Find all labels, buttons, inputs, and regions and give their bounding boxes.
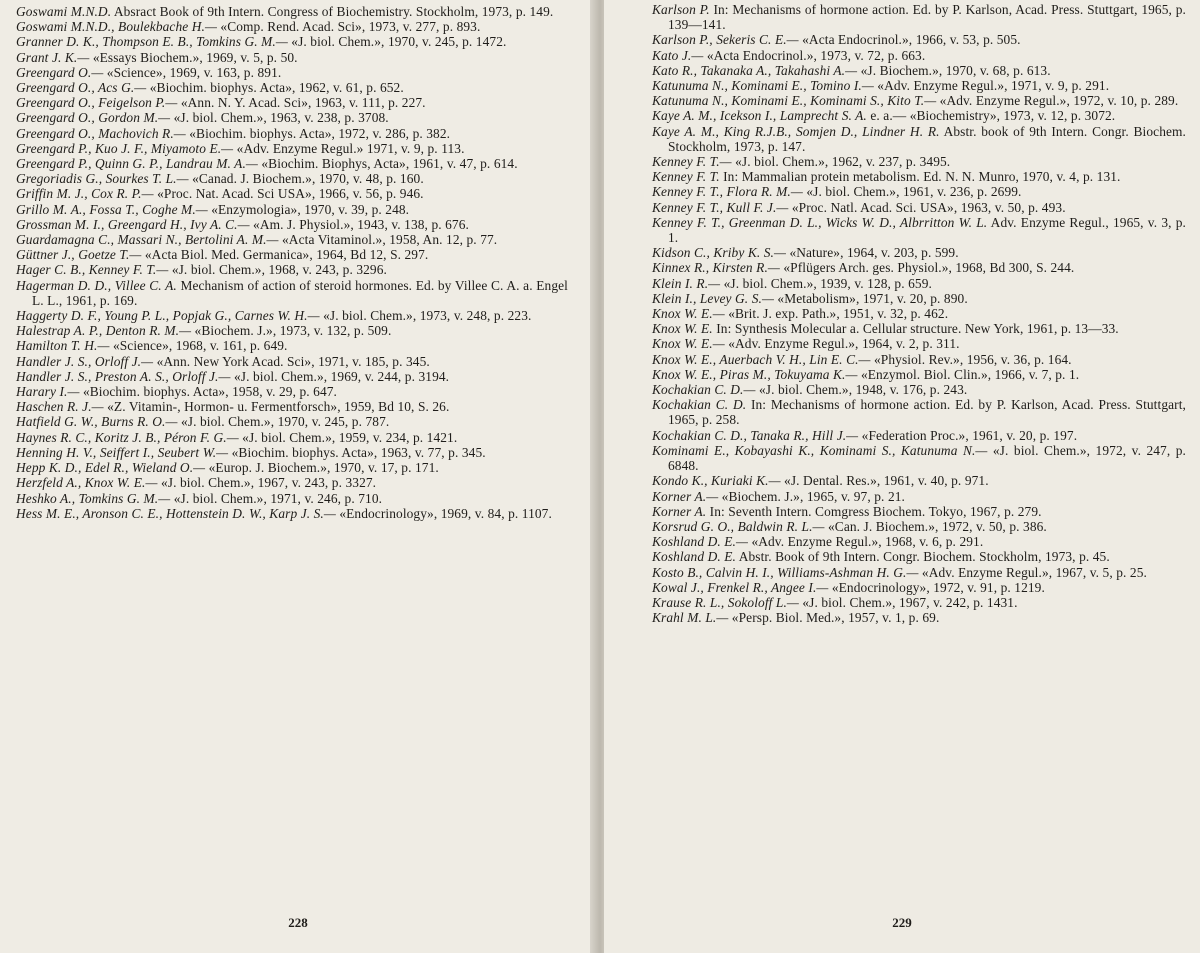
reference-entry [16,354,568,369]
reference-citation: «Can. J. Biochem.», 1972, v. 50, p. 386. [824,518,1047,534]
reference-citation: «Acta Biol. Med. Germanica», 1964, Bd 12, S. 297. [141,247,429,263]
reference-entry [652,124,1186,154]
reference-citation: «Brit. J. exp. Path.», 1951, v. 32, p. 462. [724,306,949,322]
reference-entry [16,338,568,353]
reference-entry [16,414,568,429]
reference-entry [652,489,1186,504]
reference-citation: «J. biol. Chem.», 1972, v. 247, p. 6848. [668,442,1186,474]
reference-entry [652,154,1186,169]
reference-entry [652,428,1186,443]
reference-entry [16,19,568,34]
reference-authors: Herzfeld A., Knox W. E.— [16,475,158,491]
reference-entry [16,126,568,141]
reference-authors: Knox W. E., Piras M., Tokuyama K.— [652,366,858,382]
reference-citation: «Federation Proc.», 1961, v. 20, p. 197. [858,427,1078,443]
reference-authors: Kenney F. T., Flora R. M.— [652,184,803,200]
reference-citation: «Science», 1969, v. 163, p. 891. [103,64,282,80]
reference-authors: Kato R., Takanaka A., Takahashi A.— [652,62,858,78]
reference-entry [16,247,568,262]
reference-authors: Katunuma N., Kominami E., Kominami S., Kito T.— [652,93,937,109]
reference-authors: Guardamagna C., Massari N., Bertolini A. M.— [16,232,279,248]
reference-entry [652,32,1186,47]
reference-entry [16,430,568,445]
reference-authors: Knox W. E.— [652,336,725,352]
reference-authors: Grillo M. A., Fossa T., Coghe M.— [16,201,208,217]
reference-entry [16,95,568,110]
reference-authors: Hager C. B., Kenney F. T.— [16,262,169,278]
reference-entry [16,34,568,49]
reference-authors: Koshland D. E. [652,549,736,565]
reference-authors: Greengard O., Acs G.— [16,80,147,96]
reference-authors: Greengard P., Quinn G. P., Landrau M. A.— [16,156,258,172]
reference-authors: Heshko A., Tomkins G. M.— [16,490,171,506]
reference-citation: «Essays Biochem.», 1969, v. 5, p. 50. [89,49,298,65]
reference-citation: «Adv. Enzyme Regul.», 1967, v. 5, p. 25. [918,564,1147,580]
reference-entry [16,232,568,247]
reference-authors: Griffin M. J., Cox R. P.— [16,186,154,202]
reference-citation: In: Mammalian protein metabolism. Ed. N. N. Munro, 1970, v. 4, p. 131. [719,169,1121,185]
reference-entry [16,475,568,490]
reference-authors: Greengard O., Gordon M.— [16,110,171,126]
reference-entry [652,260,1186,275]
reference-authors: Korsrud G. O., Baldwin R. L.— [652,518,825,534]
reference-authors: Kochakian C. D., Tanaka R., Hill J.— [652,427,859,443]
left-page [0,0,596,953]
reference-authors: Güttner J., Goetze T.— [16,247,142,263]
reference-entry [652,169,1186,184]
reference-entry [652,306,1186,321]
reference-authors: Hess M. E., Aronson C. E., Hottenstein D. W., Karp J. S.— [16,505,336,521]
reference-entry [16,384,568,399]
reference-authors: Klein I. R.— [652,275,721,291]
reference-authors: Kondo K., Kuriaki K.— [652,473,781,489]
reference-citation: «J. biol. Chem.», 1967, v. 242, p. 1431. [798,594,1018,610]
reference-authors: Katunuma N., Kominami E., Tomino I.— [652,78,874,94]
reference-authors: Hatfield G. W., Burns R. O.— [16,414,178,430]
reference-entry [16,202,568,217]
reference-authors: Kenney F. T., Greenman D. L., Wicks W. D., Albrritton W. L. [652,214,988,230]
reference-authors: Korner A.— [652,488,719,504]
reference-entry [652,504,1186,519]
reference-entry [652,245,1186,260]
reference-entry [16,506,568,521]
reference-citation: «J. biol. Chem.», 1959, v. 234, p. 1421. [238,429,458,445]
reference-authors: Goswami M.N.D., Boulekbache H.— [16,19,217,35]
reference-entry [652,336,1186,351]
reference-citation: «Ann. N. Y. Acad. Sci», 1963, v. 111, p. 227. [177,95,426,111]
reference-citation: In: Seventh Intern. Comgress Biochem. Tokyo, 1967, p. 279. [706,503,1042,519]
reference-entry [652,565,1186,580]
reference-authors: Hepp K. D., Edel R., Wieland O.— [16,460,206,476]
reference-citation: «Endocrinology», 1972, v. 91, p. 1219. [828,579,1045,595]
reference-citation: «Adv. Enzyme Regul.», 1971, v. 9, p. 291. [873,78,1110,94]
reference-citation: «Adv. Enzyme Regul.» 1971, v. 9, p. 113. [233,140,465,156]
reference-citation: «Acta Endocrinol.», 1973, v. 72, p. 663. [703,47,926,63]
reference-entry [652,48,1186,63]
reference-authors: Haschen R. J.— [16,399,104,415]
reference-citation: «Biochim. biophys. Acta», 1963, v. 77, p. 345. [228,444,486,460]
reference-entry [652,519,1186,534]
reference-entry [652,276,1186,291]
reference-authors: Krause R. L., Sokoloff L.— [652,594,799,610]
reference-citation: «J. biol. Chem.», 1962, v. 237, p. 3495. [731,154,951,170]
reference-entry [652,291,1186,306]
reference-authors: Kaye A. M., Icekson I., Lamprecht S. A. [652,108,867,124]
reference-entry [16,4,568,19]
reference-citation: «Biochem. J.», 1973, v. 132, p. 509. [191,323,392,339]
reference-authors: Greengard P., Kuo J. F., Miyamoto E.— [16,140,234,156]
reference-citation: «Biochim. Biophys, Acta», 1961, v. 47, p. 614. [257,156,518,172]
reference-entry [16,323,568,338]
reference-entry [16,369,568,384]
reference-citation: In: Mechanisms of hormone action. Ed. by P. Karlson, Acad. Press. Stuttgart, 1965, p. 139—141. [668,2,1187,33]
reference-citation: «J. biol. Chem.», 1969, v. 244, p. 3194. [230,368,450,384]
reference-entry [652,397,1186,427]
reference-entry [16,65,568,80]
reference-citation: «Endocrinology», 1969, v. 84, p. 1107. [335,505,552,521]
reference-citation: Absract Book of 9th Intern. Congress of Biochemistry. Stockholm, 1973, p. 149. [111,4,554,19]
reference-citation: «Pflügers Arch. ges. Physiol.», 1968, Bd 300, S. 244. [779,260,1075,276]
reference-authors: Goswami M.N.D. [16,4,112,19]
reference-authors: Kidson C., Kriby K. S.— [652,245,786,261]
reference-authors: Greengard O., Machovich R.— [16,125,186,141]
reference-authors: Gregoriadis G., Sourkes T. L.— [16,171,189,187]
reference-authors: Knox W. E.— [652,306,725,322]
reference-authors: Kaye A. M., King R.J.B., Somjen D., Lindner H. R. [652,123,940,139]
reference-authors: Kochakian C. D.— [652,382,756,398]
reference-citation: «Acta Vitaminol.», 1958, An. 12, p. 77. [278,232,498,248]
reference-authors: Haggerty D. F., Young P. L., Popjak G., Carnes W. H.— [16,308,320,324]
reference-authors: Granner D. K., Thompson E. B., Tomkins G. M.— [16,34,288,50]
reference-citation: «Proc. Nat. Acad. Sci USA», 1966, v. 56, p. 946. [153,186,424,202]
reference-entry [16,141,568,156]
reference-authors: Hagerman D. D., Villee C. A. [16,277,177,293]
reference-citation: «J. biol. Chem.», 1970, v. 245, p. 1472. [287,34,507,50]
reference-citation: e. a.— «Biochemistry», 1973, v. 12, p. 3072. [866,108,1116,124]
reference-authors: Kato J.— [652,47,704,63]
reference-entry [652,610,1186,625]
reference-citation: «Z. Vitamin-, Hormon- u. Fermentforsch», 1959, Bd 10, S. 26. [103,399,450,415]
reference-citation: «J. biol. Chem.», 1970, v. 245, p. 787. [177,414,390,430]
reference-entry [652,78,1186,93]
right-page [604,0,1200,953]
reference-entry [16,262,568,277]
reference-citation: «J. biol. Chem.», 1939, v. 128, p. 659. [720,275,932,291]
reference-citation: «J. biol. Chem.», 1948, v. 176, p. 243. [755,382,968,398]
reference-citation: «Proc. Natl. Acad. Sci. USA», 1963, v. 50, p. 493. [788,199,1066,215]
reference-entry [652,473,1186,488]
reference-authors: Kominami E., Kobayashi K., Kominami S., Katunuma N.— [652,442,988,458]
reference-authors: Hamilton T. H.— [16,338,110,354]
reference-authors: Knox W. E. [652,321,713,337]
reference-citation: «J. biol. Chem.», 1973, v. 248, p. 223. [319,308,532,324]
reference-citation: «Europ. J. Biochem.», 1970, v. 17, p. 171. [205,460,439,476]
reference-citation: «Biochim. biophys. Acta», 1958, v. 29, p. 647. [79,384,337,400]
reference-authors: Handler J. S., Orloff J.— [16,353,154,369]
reference-authors: Krahl M. L.— [652,610,729,626]
reference-entry [16,217,568,232]
reference-authors: Kenney F. T. [652,169,720,185]
reference-entry [16,50,568,65]
reference-authors: Grant J. K.— [16,49,90,65]
reference-citation: «J. biol. Chem.», 1967, v. 243, p. 3327. [157,475,377,491]
reference-citation: «Adv. Enzyme Regul.», 1968, v. 6, p. 291. [748,534,984,550]
reference-entry [652,382,1186,397]
reference-entry [16,80,568,95]
reference-entry [652,215,1186,245]
reference-entry [652,184,1186,199]
reference-citation: «Ann. New York Acad. Sci», 1971, v. 185, p. 345. [153,353,430,369]
reference-authors: Kochakian C. D. [652,397,747,413]
reference-entry [652,352,1186,367]
reference-authors: Kosto B., Calvin H. I., Williams-Ashman H. G.— [652,564,919,580]
reference-entry [16,460,568,475]
reference-entry [16,110,568,125]
reference-entry [652,580,1186,595]
reference-authors: Knox W. E., Auerbach V. H., Lin E. C.— [652,351,871,367]
reference-entry [16,308,568,323]
reference-citation: «Acta Endocrinol.», 1966, v. 53, p. 505. [798,32,1021,48]
reference-citation: «Biochem. J.», 1965, v. 97, p. 21. [718,488,905,504]
reference-authors: Kinnex R., Kirsten R.— [652,260,780,276]
reference-citation: «J. biol. Chem.», 1968, v. 243, p. 3296. [168,262,387,278]
reference-authors: Karlson P. [652,2,710,17]
reference-entry [16,278,568,308]
reference-authors: Grossman M. I., Greengard H., Ivy A. C.— [16,216,250,232]
reference-authors: Greengard O.— [16,64,104,80]
reference-citation: «Persp. Biol. Med.», 1957, v. 1, p. 69. [728,610,940,626]
reference-list-right [652,2,1186,625]
reference-citation: «Enzymol. Biol. Clin.», 1966, v. 7, p. 1. [857,366,1080,382]
reference-authors: Koshland D. E.— [652,534,748,550]
reference-citation: «Comp. Rend. Acad. Sci», 1973, v. 277, p. 893. [216,19,481,35]
reference-entry [16,186,568,201]
reference-citation: «Physiol. Rev.», 1956, v. 36, p. 164. [870,351,1072,367]
reference-citation: In: Mechanisms of hormone action. Ed. by P. Karlson, Acad. Press. Stuttgart, 1965, p. 258. [668,397,1186,428]
reference-citation: «Adv. Enzyme Regul.», 1964, v. 2, p. 311. [724,336,960,352]
reference-citation: «Biochim. biophys. Acta», 1962, v. 61, p. 652. [146,80,404,96]
reference-citation: «J. Biochem.», 1970, v. 68, p. 613. [857,62,1051,78]
reference-citation: «J. biol. Chem.», 1961, v. 236, p. 2699. [802,184,1022,200]
reference-citation: «Biochim. biophys. Acta», 1972, v. 286, p. 382. [185,125,451,141]
reference-entry [652,534,1186,549]
reference-entry [652,2,1186,32]
reference-citation: «Nature», 1964, v. 203, p. 599. [786,245,959,261]
reference-authors: Korner A. [652,503,707,519]
reference-authors: Kenney F. T., Kull F. J.— [652,199,789,215]
reference-entry [16,445,568,460]
reference-authors: Haynes R. C., Koritz J. B., Péron F. G.— [16,429,239,445]
reference-list-left [16,4,568,521]
reference-citation: Abstr. Book of 9th Intern. Congr. Biochem. Stockholm, 1973, p. 45. [735,549,1110,565]
reference-authors: Henning H. V., Seiffert I., Seubert W.— [16,444,229,460]
reference-entry [16,491,568,506]
reference-entry [652,93,1186,108]
reference-citation: «Canad. J. Biochem.», 1970, v. 48, p. 160. [188,171,424,187]
reference-entry [652,443,1186,473]
reference-authors: Handler J. S., Preston A. S., Orloff J.— [16,368,231,384]
reference-citation: «Adv. Enzyme Regul.», 1972, v. 10, p. 289. [936,93,1179,109]
reference-entry [652,321,1186,336]
reference-authors: Halestrap A. P., Denton R. M.— [16,323,192,339]
page-number-left: 228 [288,915,308,930]
reference-authors: Harary I.— [16,384,80,400]
reference-authors: Karlson P., Sekeris C. E.— [652,32,799,48]
reference-citation: «Science», 1968, v. 161, p. 649. [109,338,288,354]
reference-entry [652,367,1186,382]
reference-entry [652,108,1186,123]
page-number-right: 229 [892,915,912,930]
reference-citation: «Metabolism», 1971, v. 20, p. 890. [773,290,968,306]
reference-authors: Klein I., Levey G. S.— [652,290,774,306]
reference-citation: Adv. Enzyme Regul., 1965, v. 3, p. 1. [668,214,1186,246]
reference-entry [652,200,1186,215]
reference-citation: «J. biol. Chem.», 1971, v. 246, p. 710. [170,490,383,506]
reference-citation: «Enzymologia», 1970, v. 39, p. 248. [207,201,410,217]
reference-entry [652,63,1186,78]
reference-entry [652,595,1186,610]
reference-citation: «J. biol. Chem.», 1963, v. 238, p. 3708. [170,110,389,126]
reference-authors: Greengard O., Feigelson P.— [16,95,178,111]
reference-authors: Kowal J., Frenkel R., Angee I.— [652,579,829,595]
reference-entry [16,399,568,414]
reference-entry [652,549,1186,564]
reference-citation: In: Synthesis Molecular a. Cellular structure. New York, 1961, p. 13—33. [712,321,1119,337]
reference-authors: Kenney F. T.— [652,154,732,170]
reference-entry [16,171,568,186]
reference-citation: Abstr. book of 9th Intern. Congr. Biochem. Stockholm, 1973, p. 147. [668,123,1186,154]
reference-citation: «J. Dental. Res.», 1961, v. 40, p. 971. [780,473,989,489]
reference-citation: «Am. J. Physiol.», 1943, v. 138, p. 676. [249,216,469,232]
reference-entry [16,156,568,171]
reference-citation: Mechanism of action of steroid hormones. Ed. by Villee C. A. a. Engel L. L., 1961, p. 169. [32,277,569,308]
